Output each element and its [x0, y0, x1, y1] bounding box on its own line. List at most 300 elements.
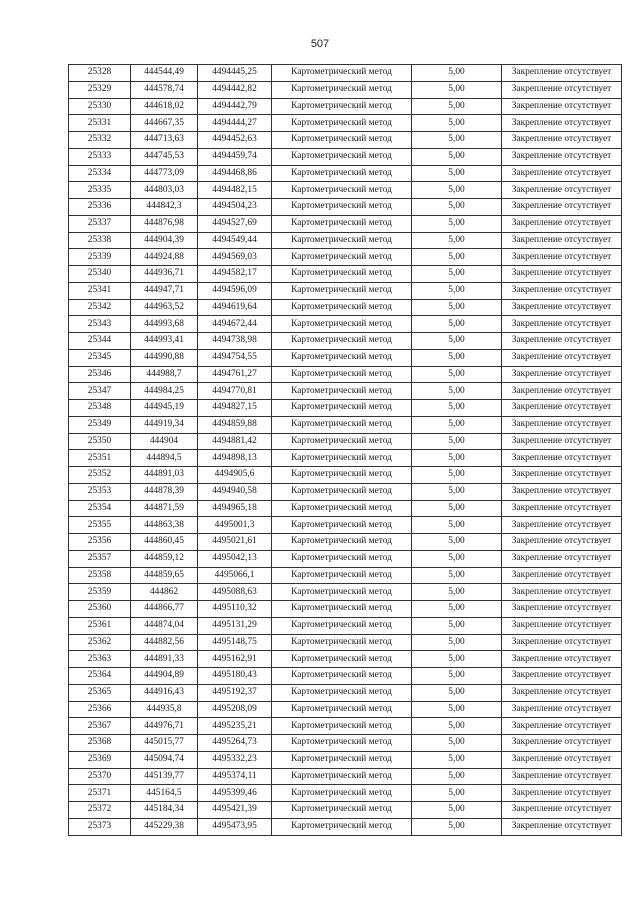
y-coordinate-cell: 4495264,73 — [198, 735, 272, 752]
table-row — [69, 500, 622, 517]
error-value-cell: 5,00 — [412, 282, 502, 299]
method-cell: Картометрический метод — [272, 701, 412, 718]
point-number-cell: 25372 — [69, 802, 131, 819]
fixation-cell: Закрепление отсутствует — [502, 634, 622, 651]
point-number-cell: 25342 — [69, 299, 131, 316]
x-coordinate-cell: 444894,5 — [131, 450, 198, 467]
error-value-cell: 5,00 — [412, 467, 502, 484]
method-cell: Картометрический метод — [272, 81, 412, 98]
table-row — [69, 584, 622, 601]
fixation-cell: Закрепление отсутствует — [502, 299, 622, 316]
y-coordinate-cell: 4495162,91 — [198, 651, 272, 668]
x-coordinate-cell: 444878,39 — [131, 483, 198, 500]
error-value-cell: 5,00 — [412, 785, 502, 802]
x-coordinate-cell: 445139,77 — [131, 768, 198, 785]
table-row — [69, 718, 622, 735]
error-value-cell: 5,00 — [412, 366, 502, 383]
x-coordinate-cell: 444990,88 — [131, 349, 198, 366]
x-coordinate-cell: 445094,74 — [131, 751, 198, 768]
error-value-cell: 5,00 — [412, 400, 502, 417]
table-row — [69, 366, 622, 383]
method-cell: Картометрический метод — [272, 467, 412, 484]
y-coordinate-cell: 4495332,23 — [198, 751, 272, 768]
method-cell: Картометрический метод — [272, 65, 412, 82]
fixation-cell: Закрепление отсутствует — [502, 751, 622, 768]
table-row — [69, 668, 622, 685]
table-row — [69, 735, 622, 752]
y-coordinate-cell: 4494549,44 — [198, 232, 272, 249]
method-cell: Картометрический метод — [272, 517, 412, 534]
point-number-cell: 25365 — [69, 684, 131, 701]
fixation-cell: Закрепление отсутствует — [502, 232, 622, 249]
x-coordinate-cell: 444713,63 — [131, 132, 198, 149]
y-coordinate-cell: 4494881,42 — [198, 433, 272, 450]
error-value-cell: 5,00 — [412, 684, 502, 701]
y-coordinate-cell: 4494754,55 — [198, 349, 272, 366]
method-cell: Картометрический метод — [272, 416, 412, 433]
x-coordinate-cell: 444860,45 — [131, 534, 198, 551]
error-value-cell: 5,00 — [412, 433, 502, 450]
x-coordinate-cell: 444947,71 — [131, 282, 198, 299]
error-value-cell: 5,00 — [412, 115, 502, 132]
point-number-cell: 25344 — [69, 333, 131, 350]
table-row — [69, 299, 622, 316]
x-coordinate-cell: 444667,35 — [131, 115, 198, 132]
method-cell: Картометрический метод — [272, 735, 412, 752]
error-value-cell: 5,00 — [412, 534, 502, 551]
error-value-cell: 5,00 — [412, 416, 502, 433]
fixation-cell: Закрепление отсутствует — [502, 550, 622, 567]
error-value-cell: 5,00 — [412, 165, 502, 182]
point-number-cell: 25335 — [69, 182, 131, 199]
fixation-cell: Закрепление отсутствует — [502, 316, 622, 333]
y-coordinate-cell: 4494738,98 — [198, 333, 272, 350]
fixation-cell: Закрепление отсутствует — [502, 768, 622, 785]
error-value-cell: 5,00 — [412, 634, 502, 651]
point-number-cell: 25360 — [69, 601, 131, 618]
y-coordinate-cell: 4494504,23 — [198, 199, 272, 216]
table-row — [69, 266, 622, 283]
table-row — [69, 65, 622, 82]
table-row — [69, 199, 622, 216]
method-cell: Картометрический метод — [272, 115, 412, 132]
y-coordinate-cell: 4494940,58 — [198, 483, 272, 500]
y-coordinate-cell: 4495473,95 — [198, 818, 272, 835]
x-coordinate-cell: 444945,19 — [131, 400, 198, 417]
x-coordinate-cell: 444871,59 — [131, 500, 198, 517]
page-number: 507 — [310, 38, 330, 50]
fixation-cell: Закрепление отсутствует — [502, 65, 622, 82]
fixation-cell: Закрепление отсутствует — [502, 115, 622, 132]
table-row — [69, 534, 622, 551]
fixation-cell: Закрепление отсутствует — [502, 818, 622, 835]
x-coordinate-cell: 444976,71 — [131, 718, 198, 735]
point-number-cell: 25334 — [69, 165, 131, 182]
fixation-cell: Закрепление отсутствует — [502, 601, 622, 618]
x-coordinate-cell: 445164,5 — [131, 785, 198, 802]
y-coordinate-cell: 4495042,13 — [198, 550, 272, 567]
y-coordinate-cell: 4495021,61 — [198, 534, 272, 551]
fixation-cell: Закрепление отсутствует — [502, 148, 622, 165]
point-number-cell: 25362 — [69, 634, 131, 651]
table-row — [69, 467, 622, 484]
error-value-cell: 5,00 — [412, 601, 502, 618]
error-value-cell: 5,00 — [412, 802, 502, 819]
error-value-cell: 5,00 — [412, 132, 502, 149]
x-coordinate-cell: 444904,89 — [131, 668, 198, 685]
y-coordinate-cell: 4494527,69 — [198, 215, 272, 232]
point-number-cell: 25353 — [69, 483, 131, 500]
y-coordinate-cell: 4494859,88 — [198, 416, 272, 433]
error-value-cell: 5,00 — [412, 333, 502, 350]
y-coordinate-cell: 4494596,09 — [198, 282, 272, 299]
x-coordinate-cell: 444993,68 — [131, 316, 198, 333]
method-cell: Картометрический метод — [272, 333, 412, 350]
point-number-cell: 25338 — [69, 232, 131, 249]
error-value-cell: 5,00 — [412, 483, 502, 500]
point-number-cell: 25368 — [69, 735, 131, 752]
point-number-cell: 25363 — [69, 651, 131, 668]
x-coordinate-cell: 444745,53 — [131, 148, 198, 165]
table-row — [69, 349, 622, 366]
x-coordinate-cell: 444544,49 — [131, 65, 198, 82]
point-number-cell: 25333 — [69, 148, 131, 165]
x-coordinate-cell: 444891,33 — [131, 651, 198, 668]
fixation-cell: Закрепление отсутствует — [502, 651, 622, 668]
fixation-cell: Закрепление отсутствует — [502, 383, 622, 400]
method-cell: Картометрический метод — [272, 450, 412, 467]
table-row — [69, 601, 622, 618]
point-number-cell: 25329 — [69, 81, 131, 98]
point-number-cell: 25356 — [69, 534, 131, 551]
method-cell: Картометрический метод — [272, 768, 412, 785]
point-number-cell: 25354 — [69, 500, 131, 517]
x-coordinate-cell: 444904 — [131, 433, 198, 450]
method-cell: Картометрический метод — [272, 534, 412, 551]
x-coordinate-cell: 444919,34 — [131, 416, 198, 433]
table-row — [69, 785, 622, 802]
x-coordinate-cell: 444578,74 — [131, 81, 198, 98]
method-cell: Картометрический метод — [272, 249, 412, 266]
method-cell: Картометрический метод — [272, 550, 412, 567]
error-value-cell: 5,00 — [412, 232, 502, 249]
fixation-cell: Закрепление отсутствует — [502, 416, 622, 433]
error-value-cell: 5,00 — [412, 818, 502, 835]
y-coordinate-cell: 4494468,86 — [198, 165, 272, 182]
table-row — [69, 232, 622, 249]
x-coordinate-cell: 444803,03 — [131, 182, 198, 199]
x-coordinate-cell: 444876,98 — [131, 215, 198, 232]
x-coordinate-cell: 444618,02 — [131, 98, 198, 115]
method-cell: Картометрический метод — [272, 617, 412, 634]
x-coordinate-cell: 445015,77 — [131, 735, 198, 752]
table-row — [69, 768, 622, 785]
point-number-cell: 25369 — [69, 751, 131, 768]
method-cell: Картометрический метод — [272, 366, 412, 383]
point-number-cell: 25345 — [69, 349, 131, 366]
point-number-cell: 25349 — [69, 416, 131, 433]
table-row — [69, 333, 622, 350]
fixation-cell: Закрепление отсутствует — [502, 132, 622, 149]
table-row — [69, 634, 622, 651]
fixation-cell: Закрепление отсутствует — [502, 735, 622, 752]
method-cell: Картометрический метод — [272, 132, 412, 149]
fixation-cell: Закрепление отсутствует — [502, 165, 622, 182]
point-number-cell: 25348 — [69, 400, 131, 417]
table-row — [69, 450, 622, 467]
y-coordinate-cell: 4494442,82 — [198, 81, 272, 98]
y-coordinate-cell: 4495131,29 — [198, 617, 272, 634]
fixation-cell: Закрепление отсутствует — [502, 349, 622, 366]
table-row — [69, 802, 622, 819]
table-row — [69, 165, 622, 182]
fixation-cell: Закрепление отсутствует — [502, 81, 622, 98]
point-number-cell: 25332 — [69, 132, 131, 149]
point-number-cell: 25359 — [69, 584, 131, 601]
fixation-cell: Закрепление отсутствует — [502, 701, 622, 718]
method-cell: Картометрический метод — [272, 199, 412, 216]
x-coordinate-cell: 444862 — [131, 584, 198, 601]
error-value-cell: 5,00 — [412, 182, 502, 199]
x-coordinate-cell: 444859,12 — [131, 550, 198, 567]
y-coordinate-cell: 4495421,39 — [198, 802, 272, 819]
method-cell: Картометрический метод — [272, 383, 412, 400]
error-value-cell: 5,00 — [412, 718, 502, 735]
method-cell: Картометрический метод — [272, 232, 412, 249]
table-row — [69, 316, 622, 333]
fixation-cell: Закрепление отсутствует — [502, 567, 622, 584]
method-cell: Картометрический метод — [272, 182, 412, 199]
point-number-cell: 25366 — [69, 701, 131, 718]
error-value-cell: 5,00 — [412, 651, 502, 668]
fixation-cell: Закрепление отсутствует — [502, 98, 622, 115]
method-cell: Картометрический метод — [272, 818, 412, 835]
fixation-cell: Закрепление отсутствует — [502, 467, 622, 484]
y-coordinate-cell: 4495066,1 — [198, 567, 272, 584]
error-value-cell: 5,00 — [412, 500, 502, 517]
y-coordinate-cell: 4495235,21 — [198, 718, 272, 735]
error-value-cell: 5,00 — [412, 550, 502, 567]
method-cell: Картометрический метод — [272, 282, 412, 299]
method-cell: Картометрический метод — [272, 349, 412, 366]
point-number-cell: 25347 — [69, 383, 131, 400]
point-number-cell: 25337 — [69, 215, 131, 232]
fixation-cell: Закрепление отсутствует — [502, 500, 622, 517]
fixation-cell: Закрепление отсутствует — [502, 249, 622, 266]
x-coordinate-cell: 444936,71 — [131, 266, 198, 283]
point-number-cell: 25350 — [69, 433, 131, 450]
error-value-cell: 5,00 — [412, 668, 502, 685]
fixation-cell: Закрепление отсутствует — [502, 668, 622, 685]
point-number-cell: 25370 — [69, 768, 131, 785]
y-coordinate-cell: 4495001,3 — [198, 517, 272, 534]
point-number-cell: 25358 — [69, 567, 131, 584]
fixation-cell: Закрепление отсутствует — [502, 199, 622, 216]
fixation-cell: Закрепление отсутствует — [502, 266, 622, 283]
table-row — [69, 416, 622, 433]
point-number-cell: 25340 — [69, 266, 131, 283]
x-coordinate-cell: 444935,8 — [131, 701, 198, 718]
fixation-cell: Закрепление отсутствует — [502, 282, 622, 299]
point-number-cell: 25346 — [69, 366, 131, 383]
point-number-cell: 25339 — [69, 249, 131, 266]
y-coordinate-cell: 4494442,79 — [198, 98, 272, 115]
point-number-cell: 25364 — [69, 668, 131, 685]
point-number-cell: 25343 — [69, 316, 131, 333]
method-cell: Картометрический метод — [272, 483, 412, 500]
error-value-cell: 5,00 — [412, 584, 502, 601]
point-number-cell: 25341 — [69, 282, 131, 299]
fixation-cell: Закрепление отсутствует — [502, 802, 622, 819]
method-cell: Картометрический метод — [272, 165, 412, 182]
error-value-cell: 5,00 — [412, 98, 502, 115]
x-coordinate-cell: 444916,43 — [131, 684, 198, 701]
x-coordinate-cell: 444874,04 — [131, 617, 198, 634]
table-row — [69, 383, 622, 400]
point-number-cell: 25367 — [69, 718, 131, 735]
error-value-cell: 5,00 — [412, 199, 502, 216]
table-row — [69, 81, 622, 98]
table-row — [69, 115, 622, 132]
point-number-cell: 25357 — [69, 550, 131, 567]
y-coordinate-cell: 4495110,32 — [198, 601, 272, 618]
error-value-cell: 5,00 — [412, 768, 502, 785]
error-value-cell: 5,00 — [412, 735, 502, 752]
y-coordinate-cell: 4495148,75 — [198, 634, 272, 651]
method-cell: Картометрический метод — [272, 266, 412, 283]
fixation-cell: Закрепление отсутствует — [502, 215, 622, 232]
point-number-cell: 25351 — [69, 450, 131, 467]
method-cell: Картометрический метод — [272, 634, 412, 651]
fixation-cell: Закрепление отсутствует — [502, 584, 622, 601]
y-coordinate-cell: 4494905,6 — [198, 467, 272, 484]
error-value-cell: 5,00 — [412, 249, 502, 266]
error-value-cell: 5,00 — [412, 266, 502, 283]
table-row — [69, 818, 622, 835]
method-cell: Картометрический метод — [272, 316, 412, 333]
y-coordinate-cell: 4494482,15 — [198, 182, 272, 199]
fixation-cell: Закрепление отсутствует — [502, 517, 622, 534]
error-value-cell: 5,00 — [412, 81, 502, 98]
y-coordinate-cell: 4494761,27 — [198, 366, 272, 383]
x-coordinate-cell: 444891,03 — [131, 467, 198, 484]
y-coordinate-cell: 4494898,13 — [198, 450, 272, 467]
error-value-cell: 5,00 — [412, 567, 502, 584]
y-coordinate-cell: 4495088,63 — [198, 584, 272, 601]
point-number-cell: 25361 — [69, 617, 131, 634]
table-row — [69, 132, 622, 149]
error-value-cell: 5,00 — [412, 215, 502, 232]
fixation-cell: Закрепление отсутствует — [502, 400, 622, 417]
table-row — [69, 751, 622, 768]
method-cell: Картометрический метод — [272, 668, 412, 685]
x-coordinate-cell: 444993,41 — [131, 333, 198, 350]
table-row — [69, 483, 622, 500]
x-coordinate-cell: 445184,34 — [131, 802, 198, 819]
table-row — [69, 282, 622, 299]
point-number-cell: 25331 — [69, 115, 131, 132]
fixation-cell: Закрепление отсутствует — [502, 333, 622, 350]
point-number-cell: 25352 — [69, 467, 131, 484]
method-cell: Картометрический метод — [272, 299, 412, 316]
x-coordinate-cell: 444863,38 — [131, 517, 198, 534]
y-coordinate-cell: 4495399,46 — [198, 785, 272, 802]
method-cell: Картометрический метод — [272, 684, 412, 701]
fixation-cell: Закрепление отсутствует — [502, 366, 622, 383]
fixation-cell: Закрепление отсутствует — [502, 433, 622, 450]
x-coordinate-cell: 444963,52 — [131, 299, 198, 316]
table-row — [69, 148, 622, 165]
table-row — [69, 550, 622, 567]
x-coordinate-cell: 444882,56 — [131, 634, 198, 651]
point-number-cell: 25328 — [69, 65, 131, 82]
method-cell: Картометрический метод — [272, 400, 412, 417]
x-coordinate-cell: 444866,77 — [131, 601, 198, 618]
fixation-cell: Закрепление отсутствует — [502, 534, 622, 551]
x-coordinate-cell: 444842,3 — [131, 199, 198, 216]
method-cell: Картометрический метод — [272, 802, 412, 819]
x-coordinate-cell: 444984,25 — [131, 383, 198, 400]
coordinates-table — [68, 64, 622, 836]
method-cell: Картометрический метод — [272, 785, 412, 802]
error-value-cell: 5,00 — [412, 517, 502, 534]
y-coordinate-cell: 4495208,09 — [198, 701, 272, 718]
error-value-cell: 5,00 — [412, 701, 502, 718]
table-row — [69, 98, 622, 115]
error-value-cell: 5,00 — [412, 148, 502, 165]
method-cell: Картометрический метод — [272, 584, 412, 601]
error-value-cell: 5,00 — [412, 349, 502, 366]
method-cell: Картометрический метод — [272, 148, 412, 165]
fixation-cell: Закрепление отсутствует — [502, 718, 622, 735]
y-coordinate-cell: 4494672,44 — [198, 316, 272, 333]
point-number-cell: 25336 — [69, 199, 131, 216]
table-row — [69, 701, 622, 718]
error-value-cell: 5,00 — [412, 617, 502, 634]
y-coordinate-cell: 4494770,81 — [198, 383, 272, 400]
fixation-cell: Закрепление отсутствует — [502, 483, 622, 500]
table-row — [69, 249, 622, 266]
y-coordinate-cell: 4494619,64 — [198, 299, 272, 316]
fixation-cell: Закрепление отсутствует — [502, 617, 622, 634]
y-coordinate-cell: 4494444,27 — [198, 115, 272, 132]
x-coordinate-cell: 445229,38 — [131, 818, 198, 835]
method-cell: Картометрический метод — [272, 651, 412, 668]
x-coordinate-cell: 444904,39 — [131, 232, 198, 249]
method-cell: Картометрический метод — [272, 718, 412, 735]
method-cell: Картометрический метод — [272, 601, 412, 618]
y-coordinate-cell: 4494452,63 — [198, 132, 272, 149]
x-coordinate-cell: 444773,09 — [131, 165, 198, 182]
fixation-cell: Закрепление отсутствует — [502, 450, 622, 467]
table-row — [69, 517, 622, 534]
method-cell: Картометрический метод — [272, 500, 412, 517]
error-value-cell: 5,00 — [412, 299, 502, 316]
fixation-cell: Закрепление отсутствует — [502, 182, 622, 199]
fixation-cell: Закрепление отсутствует — [502, 785, 622, 802]
table-row — [69, 400, 622, 417]
error-value-cell: 5,00 — [412, 751, 502, 768]
error-value-cell: 5,00 — [412, 383, 502, 400]
table-row — [69, 684, 622, 701]
table-body — [69, 65, 622, 836]
table-row — [69, 617, 622, 634]
table-row — [69, 182, 622, 199]
method-cell: Картометрический метод — [272, 215, 412, 232]
y-coordinate-cell: 4495180,43 — [198, 668, 272, 685]
y-coordinate-cell: 4494965,18 — [198, 500, 272, 517]
method-cell: Картометрический метод — [272, 433, 412, 450]
